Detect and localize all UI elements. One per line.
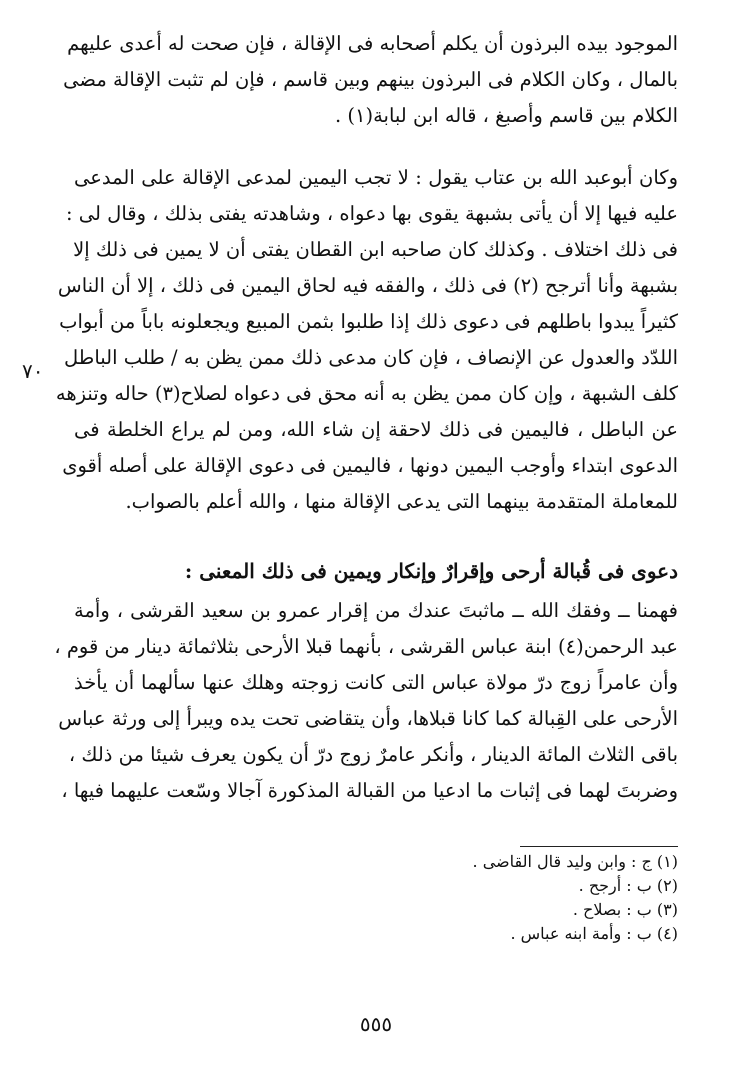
text-line: عليه فيها إلا أن يأتى بشبهة يقوى بها دعواه ، وشاهدته يفتى بذلك ، وقال لى : (66, 202, 678, 225)
paragraph-3 (54, 593, 678, 809)
page-number: ٥٥٥ (359, 1012, 393, 1036)
text-line: بالمال ، وكان الكلام فى البرذون بينهم وبين قاسم ، فإن لم تثبت الإقالة مضى (63, 68, 678, 91)
text-line: بشبهة وأنا أترجح (٢) فى ذلك ، والفقه فيه لحاق اليمين فى ذلك ، إلا أن الناس (57, 274, 678, 297)
footnote-2: (٢) ب : أرجح . (578, 876, 678, 895)
text-line: اللدّد والعدول عن الإنصاف ، فإن كان مدعى ذلك ممن يظن به / طلب الباطل (64, 346, 678, 369)
text-line: الدعوى ابتداء وأوجب اليمين دونها ، فاليمين فى دعوى الإقالة على أصله أقوى (62, 454, 678, 477)
footnote-divider (520, 846, 678, 847)
footnote-3: (٣) ب : بصلاح . (572, 900, 678, 919)
footnote-1: (١) ج : وابن وليد قال القاضى . (472, 852, 678, 871)
text-line: كثيراً يبدوا باطلهم فى دعوى ذلك إذا طلبوا بثمن المبيع ويجعلونه باباً من أبواب (59, 310, 678, 333)
margin-folio-number: ٧٠ (22, 359, 44, 383)
text-line: الأرحى على القِبالة كما كانا قبلاها، وأن يتقاضى تحت يده ويبرأ إلى ورثة عباس (58, 707, 678, 730)
text-line: وكان أبوعبد الله بن عتاب يقول : لا تجب اليمين لمدعى الإقالة على المدعى (74, 166, 679, 189)
text-line: وأن عامراً زوج درّ مولاة عباس التى كانت زوجته وهلك عنها سألهما أن يأخذ (74, 671, 678, 694)
text-line: الموجود بيده البرذون أن يكلم أصحابه فى الإقالة ، فإن صحت له أعدى عليهم (67, 32, 678, 55)
text-line: عبد الرحمن(٤) ابنة عباس القرشى ، بأنهما قبلا الأرحى بثلاثمائة دينار من قوم ، (54, 635, 678, 658)
footnotes (300, 850, 678, 946)
text-line: للمعاملة المتقدمة بينهما التى يدعى الإقالة منها ، والله أعلم بالصواب. (125, 490, 678, 513)
text-line: فهمنا ــ وفقك الله ــ ماثبتَ عندك من إقرار عمرو بن سعيد القرشى ، وأمة (74, 599, 678, 622)
text-line: فى ذلك اختلاف . وكذلك كان صاحبه ابن القطان يفتى أن لا يمين فى ذلك إلا (73, 238, 678, 261)
text-line: عن الباطل ، فاليمين فى ذلك لاحقة إن شاء الله، ومن لم يراع الخلطة فى (74, 418, 678, 441)
footnote-4: (٤) ب : وأمة ابنه عباس . (510, 924, 678, 943)
text-line: باقى الثلاث المائة الدينار ، وأنكر عامرٌ زوج درّ أن يكون يعرف شيئا من ذلك ، (68, 743, 678, 766)
paragraph-2 (55, 160, 679, 520)
text-line: كلف الشبهة ، وإن كان ممن يظن به أنه محق فى دعواه لصلاح(٣) حاله وتنزهه (55, 382, 678, 405)
section-heading: دعوى فى قُبالة أرحى وإقرارٌ وإنكار ويمين فى ذلك المعنى : (184, 559, 678, 583)
paragraph-1 (63, 26, 678, 134)
text-line: وضربتَ لهما فى إثبات ما ادعيا من القبالة المذكورة آجالا وسّعت عليهما فيها ، (61, 779, 678, 802)
text-line: الكلام بين قاسم وأصبغ ، قاله ابن لبابة(١) . (334, 104, 678, 127)
